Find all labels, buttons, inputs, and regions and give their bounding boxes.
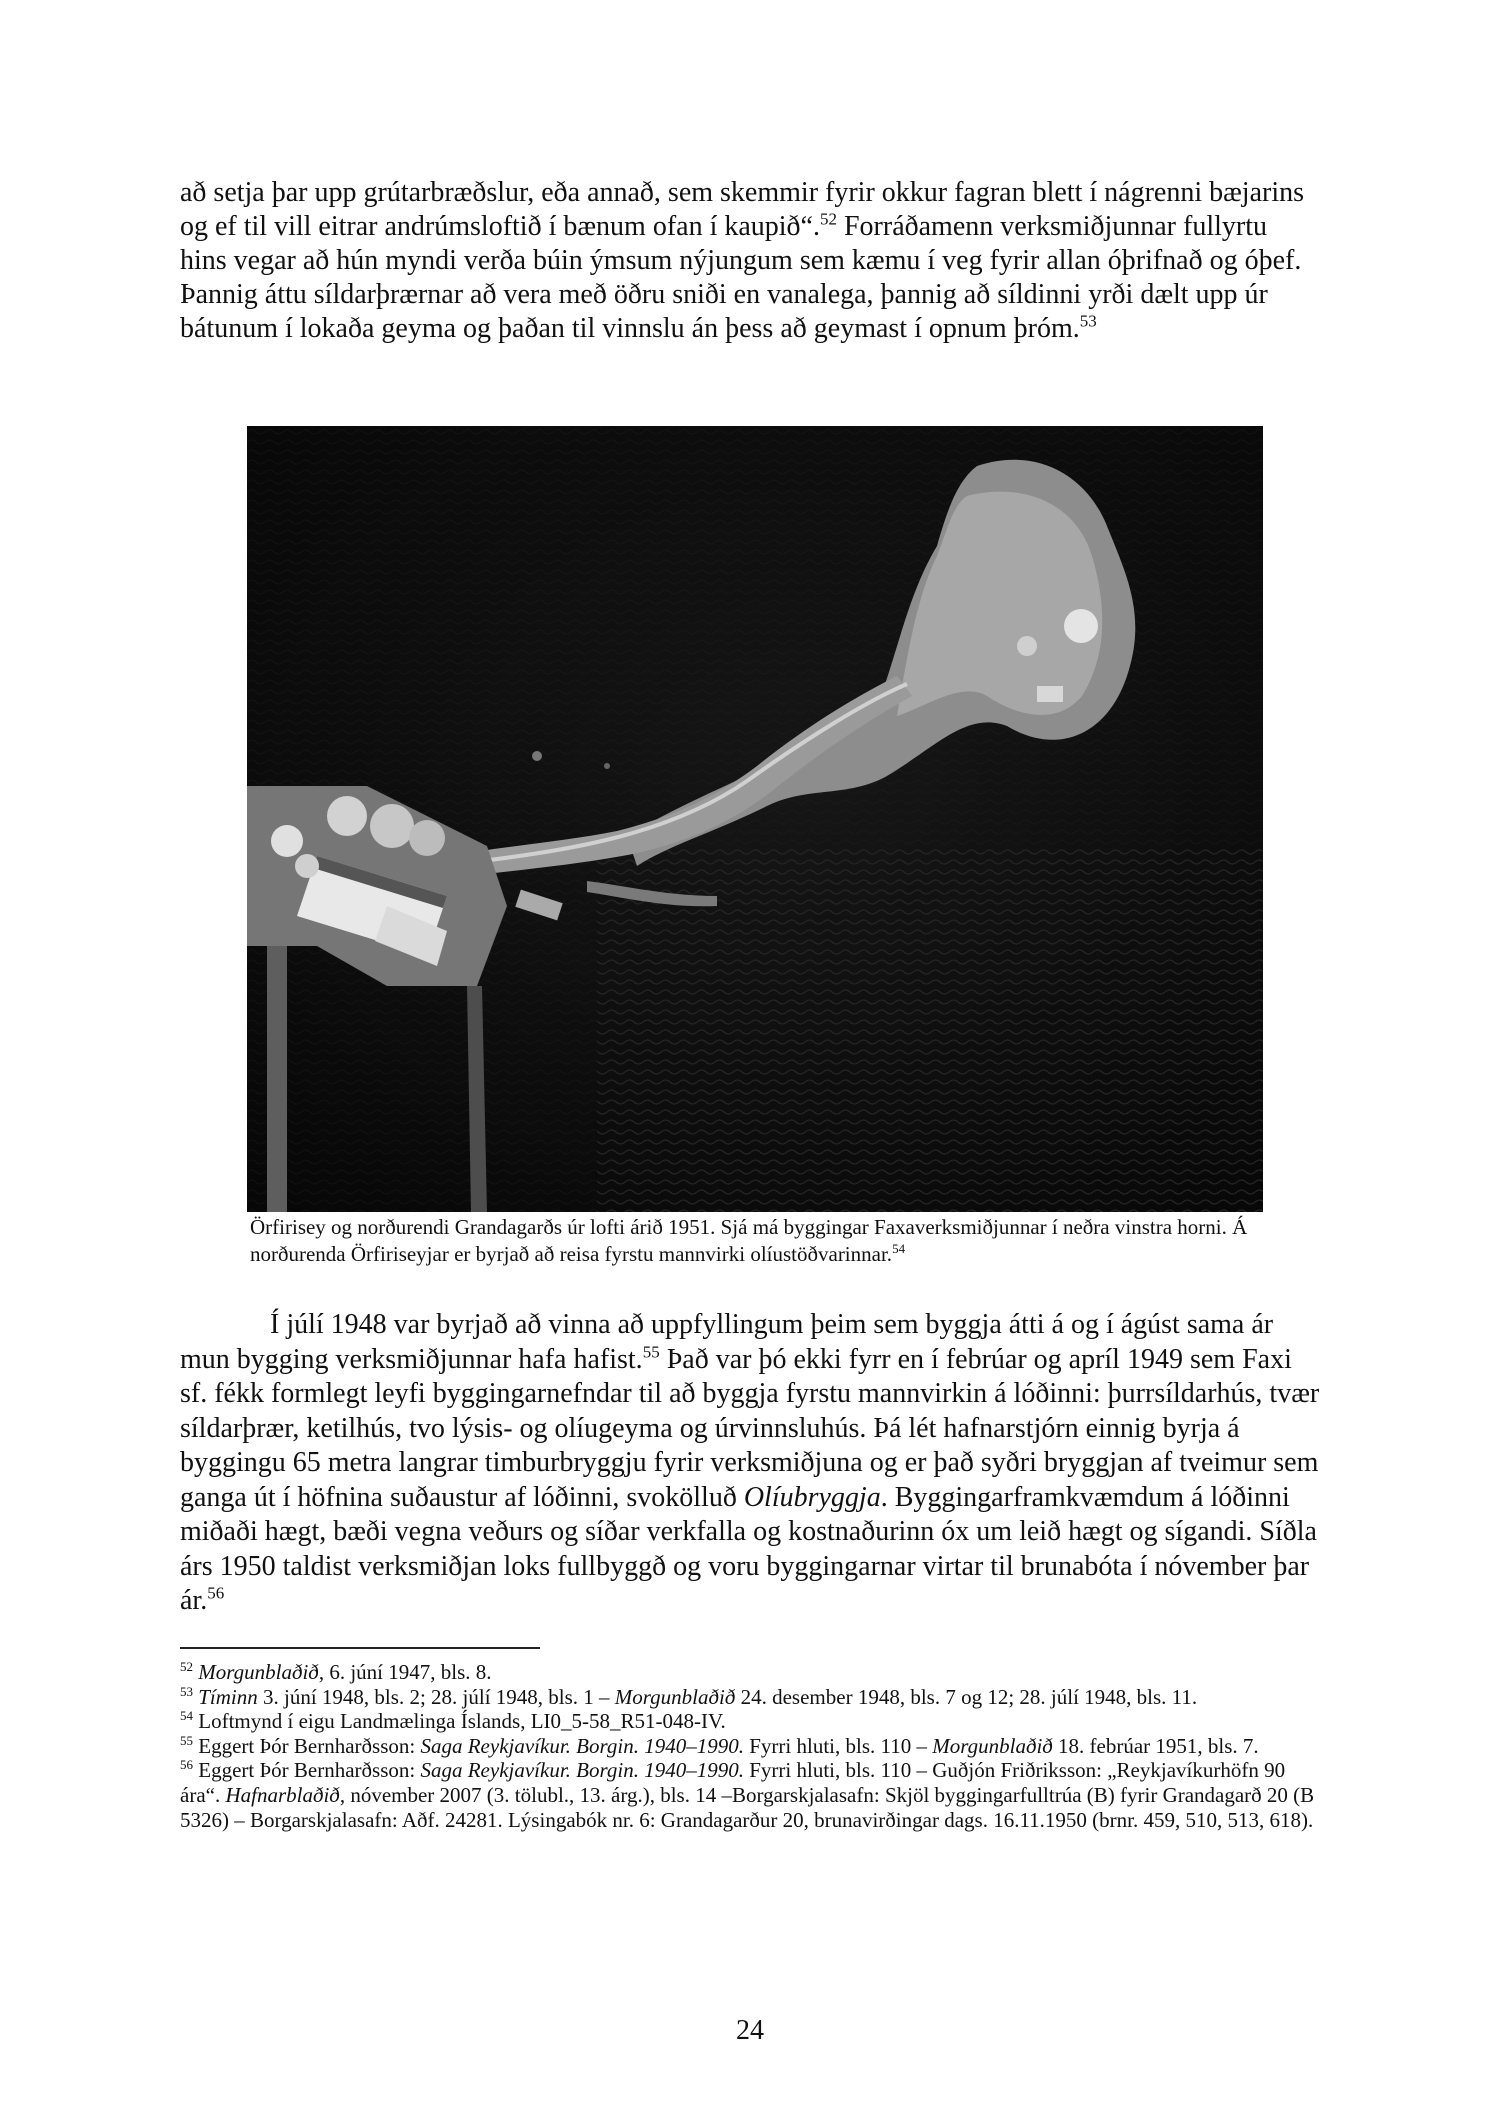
figure-caption [250,1214,1300,1268]
paragraph-2-text-end: . Byggingarframkvæmdum á lóðinni miðaði hægt, bæði vegna veðurs og síðar verkfalla og kostnaðurinn óx um leið hægt og sígandi. Síðla árs 1950 taldist verksmiðjan loks fullbyggð og voru byggingarnar virtar til brunabóta í nóvember þar ár. [180,1481,1317,1616]
footnote-ref-55[interactable]: 55 [642,1342,660,1362]
footnote-ref-52[interactable]: 52 [819,209,837,229]
page-number: 24 [736,2015,764,2046]
paragraph-1 [180,176,1320,346]
footnote-55 [180,1734,1320,1759]
footnote-text: 3. júní 1948, bls. 2; 28. júlí 1948, bls. 1 – [257,1684,615,1709]
footnote-italic: Morgunblaðið [198,1660,319,1684]
paragraph-1-text: að setja þar upp grútarbræðslur, eða annað, sem skemmir fyrir okkur fagran blett í nágrenni bæjarins og ef til vill eitrar andrúmsloftið í bænum ofan í kaupið“. [180,177,1304,242]
footnote-number: 53 [180,1683,193,1699]
paragraph-2 [180,1308,1320,1619]
footnote-number: 56 [180,1757,193,1773]
aerial-photo [247,426,1263,1212]
footnote-italic: Hafnarblaðið [225,1782,340,1807]
footnotes [180,1660,1320,1832]
footnote-56 [180,1758,1320,1832]
footnote-ref-54[interactable]: 54 [892,1241,906,1256]
footnote-text: Eggert Þór Bernharðsson: [198,1758,421,1783]
paragraph-2-text-cont: Það var þó ekki fyrr en í febrúar og apríl 1949 sem Faxi sf. fékk formlegt leyfi byggingarnefndar til að byggja fyrstu mannvirkin á lóðinni: þurrsíldarhús, tvær síldarþrær, ketilhús, tvo lýsis- og olíugeyma og úrvinnsluhús. Þá lét hafnarstjórn einnig byrja á byggingu 65 metra langrar timburbryggju fyrir verksmiðjuna og er það syðri bryggjan af tveimur sem ganga út í höfnina suðaustur af lóðinni, svokölluð [180,1343,1320,1513]
aerial-photo-image [247,426,1263,1212]
paragraph-2-italic: Olíubryggja [743,1481,881,1513]
footnote-54 [180,1709,1320,1734]
footnote-italic: Saga Reykjavíkur. Borgin. 1940–1990. [420,1733,744,1758]
footnote-text: Loftmynd í eigu Landmælinga Íslands, LI0_5-58_R51-048-IV. [198,1709,726,1734]
footnote-number: 52 [180,1659,193,1674]
footnote-52 [180,1660,1320,1685]
footnote-italic: Tíminn [198,1684,258,1709]
footnote-number: 54 [180,1708,193,1724]
footnote-53 [180,1685,1320,1710]
footnote-text: 24. desember 1948, bls. 7 og 12; 28. júlí 1948, bls. 11. [735,1684,1198,1709]
footnote-italic: Saga Reykjavíkur. Borgin. 1940–1990. [420,1758,744,1783]
footnote-text: Fyrri hluti, bls. 110 – [743,1733,933,1758]
footnote-ref-53[interactable]: 53 [1079,311,1097,331]
footnote-text: , nóvember 2007 (3. tölubl., 13. árg.), bls. 14 –Borgarskjalasafn: Skjöl byggingarfulltrúa (B) fyrir Grandagarð 20 (B 5326) – Borgarskjalasafn: Aðf. 24281. Lýsingabók nr. 6: Grandagarður 20, brunavirðingar dags. 16.11.1950 (brnr. 459, 510, 513, 618). [180,1782,1315,1832]
figure-caption-text: Örfirisey og norðurendi Grandagarðs úr lofti árið 1951. Sjá má byggingar Faxaverksmiðjunnar í neðra vinstra horni. Á norðurenda Örfiriseyjar er byrjað að reisa fyrstu mannvirki olíustöðvarinnar. [250,1215,1248,1266]
footnote-number: 55 [180,1732,193,1748]
footnote-separator [180,1647,540,1649]
footnote-italic: Morgunblaðið [932,1733,1053,1758]
footnote-text: Eggert Þór Bernharðsson: [198,1733,421,1758]
paragraph-1-text-cont: Forráðamenn verksmiðjunnar fullyrtu hins vegar að hún myndi verða búin ýmsum nýjungum sem kæmu í veg fyrir allan óþrifnað og óþef. Þannig áttu síldarþrærnar að vera með öðru sniði en vanalega, þannig að síldinni yrði dælt upp úr bátunum í lokaða geyma og þaðan til vinnslu án þess að geymast í opnum þróm. [180,211,1302,344]
footnote-italic: Morgunblaðið [614,1684,736,1709]
paragraph-2-text: Í júlí 1948 var byrjað að vinna að uppfyllingum þeim sem byggja átti á og í ágúst sama ár mun bygging verksmiðjunnar hafa hafist. [180,1309,1274,1375]
footnote-ref-56[interactable]: 56 [207,1583,225,1603]
footnote-text: 18. febrúar 1951, bls. 7. [1052,1733,1259,1758]
footnote-text: Fyrri hluti, bls. 110 – Guðjón Friðriksson: „Reykjavíkurhöfn 90 ára“. [180,1758,1286,1807]
footnote-text: , 6. júní 1947, bls. 8. [318,1660,492,1684]
